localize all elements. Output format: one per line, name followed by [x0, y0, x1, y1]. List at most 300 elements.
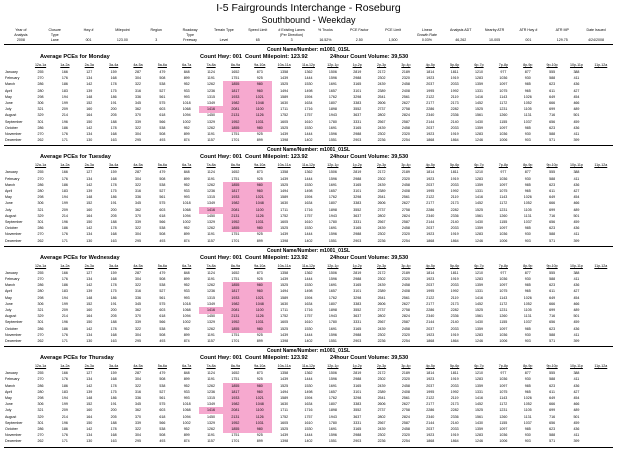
table-cell: 3165	[353, 383, 362, 388]
table-cell: 1036	[499, 76, 508, 81]
table-cell: 1283	[475, 433, 483, 438]
table-cell: 1094	[182, 314, 191, 319]
table-cell: 139	[86, 88, 93, 93]
hour-header: 10p-11p	[569, 163, 583, 168]
table-cell: 716	[549, 213, 556, 218]
table-cell: 1450	[207, 314, 216, 319]
table-cell: 1075	[499, 389, 508, 394]
table-cell: 130	[86, 238, 93, 243]
table-cell: 493	[159, 439, 166, 444]
table-cell: 1037	[523, 320, 532, 325]
table-cell: 304	[134, 332, 141, 337]
table-cell: 168	[110, 132, 117, 136]
table-cell: 1262	[207, 226, 216, 231]
table-cell: 298	[37, 396, 44, 400]
table-cell: 1995	[426, 88, 435, 93]
table-cell: 1530	[304, 283, 313, 288]
summary-label-line: Date Issued	[586, 28, 606, 32]
table-cell: 2737	[377, 207, 386, 212]
table-cell: 1331	[475, 389, 483, 394]
table-cell: 454	[573, 195, 580, 200]
month-label: April	[5, 289, 13, 294]
month-label: September	[5, 220, 23, 224]
hour-header: 7p-8p	[498, 163, 508, 168]
table-cell: 411	[573, 232, 580, 237]
hour-header: 12a-1a	[34, 364, 47, 369]
table-cell: 1498	[304, 289, 313, 294]
table-cell: 3331	[353, 420, 362, 425]
table-cell: 1757	[304, 213, 313, 218]
table-cell: 270	[37, 332, 44, 337]
table-cell: 1231	[499, 107, 508, 112]
table-cell: 1262	[207, 427, 216, 431]
table-cell: 1126	[248, 213, 272, 220]
table-cell: 304	[134, 76, 141, 81]
table-cell: 168	[110, 176, 117, 181]
table-cell: 1762	[328, 195, 337, 200]
table-cell: 3298	[353, 396, 362, 400]
summary-value: 10-005	[488, 38, 501, 42]
table-cell: 2988	[353, 433, 362, 438]
table-cell: 611	[549, 189, 555, 193]
table-cell: 336	[134, 295, 141, 300]
table-cell: 2033	[450, 226, 459, 231]
summary-label-line: Analysis ADT	[450, 28, 472, 32]
table-cell: 1155	[499, 420, 508, 425]
table-cell: 466	[573, 301, 580, 306]
table-cell: 1814	[426, 270, 435, 275]
hour-header: 1p-2p	[352, 163, 362, 168]
table-cell: 194	[61, 295, 68, 300]
month-label: August	[5, 314, 17, 319]
month-label: August	[5, 113, 17, 118]
table-cell: 1864	[450, 439, 459, 444]
table-cell: 2903	[353, 138, 362, 143]
table-cell: 2408	[401, 88, 410, 93]
table-cell: 2988	[353, 332, 362, 337]
table-cell: 1052	[523, 101, 532, 105]
table-cell: 925	[256, 232, 263, 237]
table-cell: 164	[86, 414, 93, 419]
table-cell: 493	[159, 238, 166, 243]
table-cell: 873	[256, 371, 263, 376]
table-cell: 1657	[328, 88, 337, 93]
table-cell: 2033	[450, 283, 459, 288]
table-cell: 1530	[304, 427, 313, 431]
hour-header-row	[4, 363, 613, 370]
table-cell: 1757	[304, 314, 313, 319]
table-cell: 1610	[304, 119, 313, 124]
table-cell: 1817	[223, 188, 247, 195]
table-cell: 1855	[223, 125, 247, 132]
table-cell: 2177	[426, 402, 435, 407]
table-cell: 2567	[377, 220, 386, 224]
summary-value: 3	[290, 38, 293, 42]
table-cell: 1155	[499, 220, 508, 224]
month-label: February	[5, 377, 20, 382]
hour-header: 10p-11p	[569, 63, 583, 67]
table-cell: 306	[37, 101, 44, 105]
table-cell: 2140	[450, 420, 459, 425]
table-cell: 1358	[280, 70, 289, 74]
table-cell: 1031	[248, 119, 272, 126]
table-cell: 877	[524, 170, 531, 175]
table-cell: 1610	[304, 220, 313, 224]
hour-header: 4a-5a	[133, 63, 143, 67]
table-cell: 561	[159, 295, 166, 300]
table-cell: 1943	[328, 113, 337, 118]
summary-label-line: (Per Direction)	[279, 33, 304, 37]
hour-header: 3a-4a	[109, 263, 119, 268]
table-cell: 214	[61, 113, 68, 118]
table-cell: 2302	[377, 232, 386, 237]
hour-header: 3p-4p	[401, 364, 411, 369]
table-cell: 175	[110, 88, 117, 93]
table-cell: 1094	[182, 213, 191, 218]
table-cell: 2144	[426, 420, 435, 425]
table-cell: 159	[110, 270, 117, 275]
table-cell: 196	[61, 320, 68, 325]
table-cell: 163	[110, 238, 117, 243]
hour-header: 11p-12a	[594, 163, 608, 168]
table-cell: 588	[549, 433, 556, 438]
table-cell: 965	[524, 289, 531, 294]
table-cell: 1530	[304, 125, 313, 130]
table-cell: 286	[37, 182, 44, 187]
month-label: July	[5, 308, 12, 312]
table-cell: 160	[86, 107, 93, 112]
table-cell: 2037	[426, 383, 435, 388]
table-cell: 1002	[182, 220, 191, 224]
table-cell: 436	[573, 125, 580, 130]
table-cell: 2140	[450, 320, 459, 325]
table-cell: 1444	[304, 377, 313, 382]
table-cell: 304	[134, 277, 141, 281]
table-cell: 952	[183, 82, 190, 87]
summary-label-line: ATR MP	[555, 28, 569, 32]
table-cell: 286	[37, 226, 44, 231]
table-cell: 159	[110, 371, 117, 376]
table-cell: 1691	[328, 326, 337, 331]
table-cell: 699	[549, 408, 556, 413]
hour-header: 12p-1p	[327, 263, 339, 268]
table-cell: 1923	[426, 277, 435, 281]
summary-label	[173, 28, 207, 38]
table-cell: 3165	[353, 125, 362, 130]
table-cell: 501	[573, 314, 580, 319]
table-cell: 1048	[248, 301, 272, 308]
table-cell: 1952	[223, 119, 247, 126]
month-label: July	[5, 408, 12, 413]
table-cell: 2561	[401, 94, 410, 99]
table-cell: 899	[183, 433, 190, 438]
table-cell: 1031	[248, 219, 272, 226]
table-cell: 178	[110, 226, 117, 231]
table-cell: 130	[86, 339, 93, 343]
table-cell: 134	[86, 277, 93, 281]
table-cell: 899	[183, 277, 190, 281]
table-cell: 1780	[328, 220, 337, 224]
table-cell: 1634	[304, 201, 313, 206]
table-cell: 1561	[475, 314, 483, 319]
table-cell: 2254	[401, 138, 410, 143]
month-label: March	[5, 182, 15, 187]
table-cell: 1048	[248, 401, 272, 408]
month-label: October	[5, 326, 18, 331]
table-cell: 1444	[304, 332, 313, 337]
table-cell: 1331	[475, 289, 483, 294]
table-cell: 3552	[353, 207, 362, 212]
table-cell: 873	[256, 70, 263, 74]
table-cell: 1855	[223, 326, 247, 333]
month-label: February	[5, 76, 20, 81]
table-cell: 466	[573, 402, 580, 407]
table-cell: 3298	[353, 295, 362, 300]
table-cell: 1075	[499, 189, 508, 193]
table-cell: 1260	[499, 414, 508, 419]
hour-header-row	[4, 62, 613, 69]
table-cell: 1329	[207, 220, 216, 224]
table-cell: 2286	[426, 408, 435, 413]
table-cell: 925	[256, 76, 263, 81]
table-cell: 255	[37, 371, 44, 376]
table-cell: 388	[573, 371, 580, 376]
table-cell: 2144	[426, 220, 435, 224]
table-cell: 1439	[280, 76, 289, 81]
table-cell: 1701	[231, 439, 240, 444]
table-cell: 1923	[426, 132, 435, 136]
table-cell: 329	[37, 213, 44, 218]
table-cell: 166	[61, 70, 68, 74]
table-cell: 3165	[353, 82, 362, 87]
table-cell: 716	[549, 314, 556, 319]
table-cell: 2320	[401, 332, 410, 337]
hour-header: 12p-1p	[327, 163, 339, 168]
table-cell: 1652	[231, 270, 240, 275]
table-row	[4, 238, 613, 245]
month-label: September	[5, 119, 23, 124]
table-cell: 501	[573, 113, 580, 118]
table-cell: 952	[183, 182, 190, 187]
table-cell: 2819	[353, 70, 362, 74]
month-label: September	[5, 320, 23, 325]
hour-header: 4p-5p	[425, 163, 435, 168]
table-cell: 588	[549, 76, 556, 81]
table-cell: 370	[134, 113, 141, 118]
hour-header: 8p-9p	[523, 263, 533, 268]
table-cell: 925	[256, 277, 263, 281]
table-cell: 925	[256, 332, 263, 337]
table-cell: 985	[524, 383, 531, 388]
table-cell: 191	[110, 201, 117, 206]
section-title: Average PCEs for Wednesday	[40, 254, 120, 261]
table-cell: 566	[159, 119, 166, 124]
section-divider	[4, 145, 613, 146]
table-cell: 1262	[207, 326, 216, 331]
table-cell: 1402	[304, 439, 313, 444]
month-label: November	[5, 132, 22, 136]
table-cell: 329	[37, 314, 44, 319]
table-cell: 295	[134, 439, 141, 444]
table-cell: 134	[86, 433, 93, 438]
section-title: Average PCEs for Tuesday	[40, 154, 111, 161]
table-cell: 171	[61, 138, 68, 143]
table-cell: 1155	[499, 320, 508, 325]
table-cell: 1105	[523, 308, 532, 312]
table-cell: 286	[37, 283, 44, 288]
table-cell: 322	[134, 383, 141, 388]
table-cell: 176	[61, 433, 68, 438]
table-cell: 1634	[304, 301, 313, 306]
table-cell: 1494	[280, 389, 289, 394]
table-cell: 1594	[304, 396, 313, 400]
table-cell: 1416	[199, 307, 223, 314]
summary-value: 46,262	[455, 38, 467, 42]
table-cell: 2140	[450, 220, 459, 224]
hour-header: 12a-1a	[34, 163, 47, 168]
table-cell: 877	[524, 270, 531, 275]
hour-header: 9a-10a	[254, 263, 266, 268]
table-cell: 1018	[182, 201, 191, 206]
table-cell: 1605	[280, 320, 289, 325]
count-volume: 24hour Count Volume: 39,530	[330, 154, 409, 161]
count-hwy: Count Hwy: 001	[200, 154, 242, 161]
table-cell: 1898	[328, 107, 337, 112]
table-cell: 1855	[223, 182, 247, 189]
table-cell: 2122	[426, 94, 435, 99]
table-cell: 1349	[207, 402, 216, 407]
table-cell: 1068	[182, 207, 191, 212]
table-cell: 527	[159, 189, 166, 193]
table-cell: 2320	[401, 433, 410, 438]
hour-header: 2a-3a	[84, 364, 94, 369]
table-cell: 1992	[450, 389, 459, 394]
table-cell: 322	[134, 82, 141, 87]
summary-label	[410, 28, 444, 38]
table-cell: 339	[134, 420, 141, 425]
table-cell: 2819	[353, 170, 362, 175]
table-cell: 925	[256, 176, 263, 181]
table-cell: 1530	[304, 82, 313, 87]
hour-header: 2a-3a	[84, 163, 94, 168]
table-cell: 2037	[426, 182, 435, 187]
table-cell: 873	[256, 170, 263, 175]
table-cell: 899	[183, 132, 190, 136]
table-cell: 1652	[231, 70, 240, 74]
hour-header: 5p-6p	[450, 163, 460, 168]
table-cell: 1036	[499, 176, 508, 181]
table-cell: 2824	[401, 314, 410, 319]
table-cell: 1236	[207, 389, 216, 394]
table-cell: 1094	[182, 414, 191, 419]
table-row	[4, 137, 613, 144]
table-cell: 899	[183, 176, 190, 181]
summary-label	[275, 28, 309, 38]
table-cell: 280	[37, 88, 44, 93]
table-cell: 2541	[377, 195, 386, 200]
table-cell: 199	[61, 201, 68, 206]
table-cell: 2302	[377, 132, 386, 136]
table-cell: 1494	[280, 189, 289, 193]
table-cell: 176	[61, 232, 68, 237]
table-cell: 3101	[353, 189, 362, 193]
table-cell: 2988	[353, 377, 362, 382]
table-cell: 571	[549, 138, 556, 143]
table-cell: 960	[248, 188, 272, 195]
hour-header: 9p-10p	[546, 364, 558, 369]
table-cell: 538	[159, 283, 166, 288]
month-label: February	[5, 277, 20, 281]
table-cell: 194	[61, 94, 68, 99]
hour-header: 4a-5a	[133, 364, 143, 369]
table-cell: 1814	[426, 371, 435, 376]
table-cell: 555	[549, 70, 556, 74]
table-cell: 2336	[450, 213, 459, 218]
table-cell: 1452	[475, 301, 483, 306]
month-label: January	[5, 70, 18, 74]
table-cell: 666	[549, 402, 556, 407]
table-cell: 952	[183, 326, 190, 331]
table-cell: 1596	[328, 232, 337, 237]
table-cell: 2254	[401, 339, 410, 343]
table-cell: 1711	[280, 308, 288, 312]
table-cell: 1018	[182, 402, 191, 407]
table-cell: 2302	[377, 176, 386, 181]
table-cell: 262	[37, 238, 44, 243]
table-cell: 316	[134, 189, 141, 193]
summary-label-line: Speed Limit	[248, 28, 268, 32]
table-cell: 3331	[353, 119, 362, 124]
table-cell: 1416	[199, 106, 223, 113]
table-cell: 186	[61, 427, 68, 431]
table-cell: 1143	[499, 295, 508, 300]
table-cell: 139	[86, 189, 93, 193]
table-cell: 2320	[401, 232, 410, 237]
summary-value: 1,500	[388, 38, 398, 42]
table-cell: 345	[134, 301, 141, 306]
table-cell: 1811	[450, 170, 459, 175]
table-cell: 1855	[223, 81, 247, 88]
table-cell: 304	[134, 433, 141, 438]
table-cell: 1807	[328, 101, 337, 105]
table-cell: 1283	[475, 76, 483, 81]
table-cell: 1402	[304, 138, 313, 143]
table-cell: 322	[134, 427, 141, 431]
table-cell: 286	[37, 383, 44, 388]
table-cell: 1444	[304, 76, 313, 81]
table-cell: 2988	[353, 277, 362, 281]
table-cell: 1068	[182, 107, 191, 112]
table-cell: 588	[549, 232, 556, 237]
table-cell: 178	[110, 383, 117, 388]
table-cell: 2988	[353, 132, 362, 136]
table-cell: 2037	[426, 326, 435, 331]
table-cell: 150	[86, 420, 93, 425]
table-cell: 127	[86, 70, 93, 74]
table-cell: 1416	[199, 407, 223, 414]
table-cell: 489	[573, 107, 580, 112]
summary-value: 001	[525, 38, 532, 42]
table-cell: 1716	[304, 107, 313, 112]
table-cell: 930	[524, 232, 531, 237]
table-cell: 1919	[450, 377, 459, 382]
table-cell: 388	[573, 70, 580, 74]
table-cell: 188	[110, 220, 117, 224]
hour-header: 4p-5p	[425, 63, 435, 67]
table-cell: 1191	[207, 132, 215, 136]
table-cell: 508	[159, 232, 166, 237]
table-cell: 561	[159, 195, 166, 200]
